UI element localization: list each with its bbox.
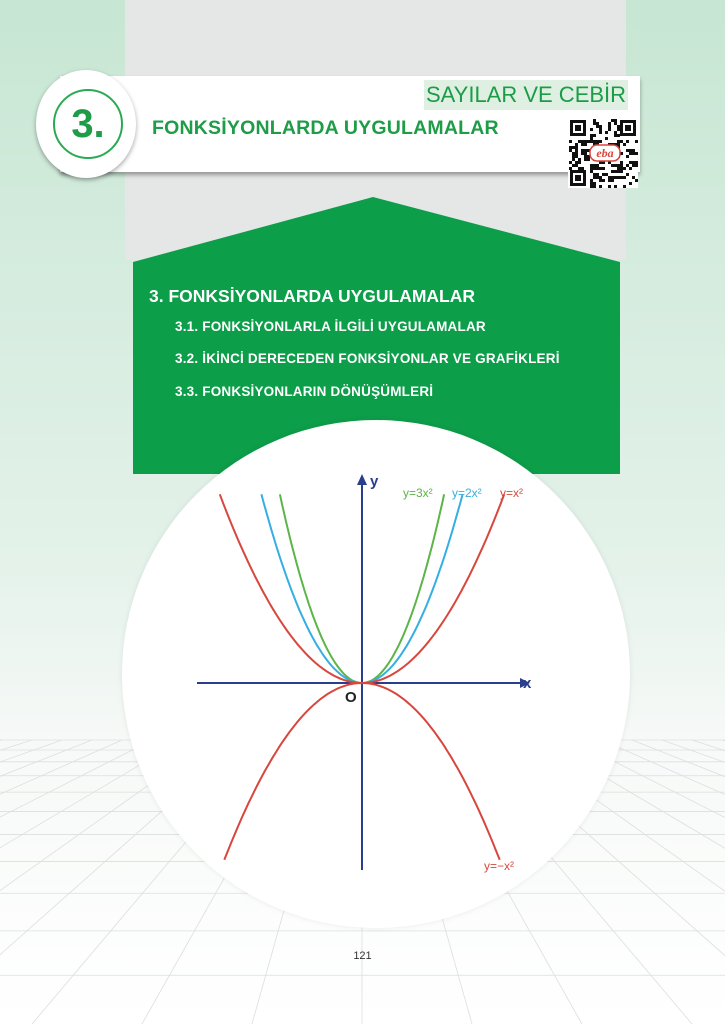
series-label-x2: y=x² [500, 486, 524, 500]
section-tag: SAYILAR VE CEBİR [424, 80, 628, 110]
series-label-neg-x2: y=−x² [484, 859, 515, 873]
contents-item-2: 3.2. İKİNCİ DERECEDEN FONKSİYONLAR VE GRAFİKLERİ [175, 351, 560, 366]
origin-label: O [345, 689, 357, 706]
chapter-number: 3. [71, 102, 105, 146]
series-label-2x2: y=2x² [452, 486, 482, 500]
contents-item-1: 3.1. FONKSİYONLARLA İLGİLİ UYGULAMALAR [175, 319, 486, 334]
x-axis-label: x [523, 675, 532, 692]
series-label-3x2: y=3x² [403, 486, 433, 500]
contents-item-3: 3.3. FONKSİYONLARIN DÖNÜŞÜMLERİ [175, 384, 434, 399]
page-number: 121 [353, 950, 372, 962]
contents-main-title: 3. FONKSİYONLARDA UYGULAMALAR [149, 286, 476, 306]
eba-logo-text: eba [596, 146, 614, 160]
chapter-title: FONKSİYONLARDA UYGULAMALAR [152, 117, 499, 139]
y-axis-label: y [370, 473, 379, 490]
y-axis-arrow-icon [357, 474, 367, 485]
